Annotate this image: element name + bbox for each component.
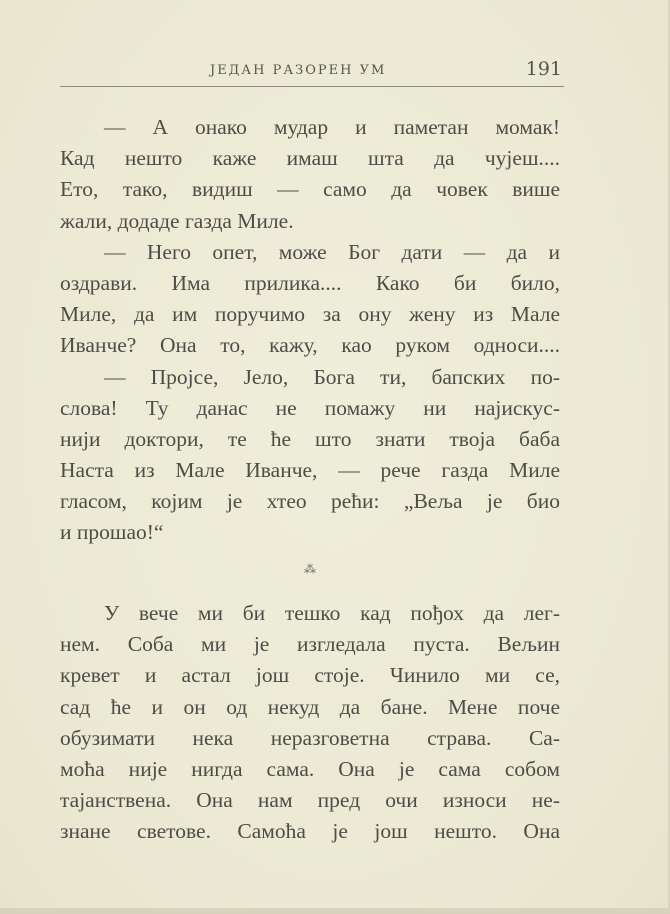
paragraph [60, 598, 560, 848]
text-line: обузимати нека неразговетна страва. Са- [60, 725, 560, 750]
text-line: и прошао!“ [60, 520, 164, 545]
section-separator-asterism: ⁂ [304, 562, 316, 576]
text-line: Иванче? Она то, кажу, као руком односи.... [60, 333, 560, 358]
page-number: 191 [525, 58, 562, 80]
text-line: У вече ми би тешко кад пођох да лег- [104, 601, 560, 625]
body-text-upper [60, 112, 560, 549]
text-line: сад ће и он од некуд да бане. Мене поче [60, 694, 560, 719]
text-line: моћа није нигда сама. Она је сама собом [60, 756, 560, 781]
text-line: слова! Ту данас не помажу ни најискус- [60, 395, 560, 420]
running-title: ЈЕДАН РАЗОРЕН УМ [210, 63, 387, 78]
page-bottom-edge [0, 908, 670, 914]
text-line: тајанствена. Она нам пред очи износи не- [60, 788, 560, 813]
header-rule [60, 86, 564, 87]
text-line: Наста из Мале Иванче, — рече газда Миле [60, 458, 560, 483]
text-line: — Пројсе, Јело, Бога ти, бапских по- [104, 364, 560, 389]
text-line: жали, додаде газда Миле. [60, 208, 294, 233]
text-line: нем. Соба ми је изгледала пуста. Вељин [60, 632, 560, 657]
text-line: оздрави. Има прилика.... Како би било, [60, 270, 560, 295]
paragraph [60, 362, 560, 549]
paragraph [60, 112, 560, 237]
text-line: Кад нешто каже имаш шта да чујеш.... [60, 146, 560, 171]
text-line: кревет и астал још стоје. Чинило ми се, [60, 663, 560, 688]
text-line: Миле, да им поручимо за ону жену из Мале [60, 302, 560, 327]
text-line: знане светове. Самоћа је још нешто. Она [60, 819, 560, 844]
body-text-lower [60, 598, 560, 848]
text-line: — Него опет, може Бог дати — да и [104, 239, 560, 264]
text-line: нији доктори, те ће што знати твоја баба [60, 426, 560, 451]
paragraph [60, 237, 560, 362]
text-line: гласом, којим је хтео рећи: „Веља је био [60, 489, 560, 514]
text-line: — А онако мудар и паметан момак! [104, 115, 560, 139]
page-header [60, 58, 564, 84]
text-line: Ето, тако, видиш — само да човек више [60, 177, 560, 202]
